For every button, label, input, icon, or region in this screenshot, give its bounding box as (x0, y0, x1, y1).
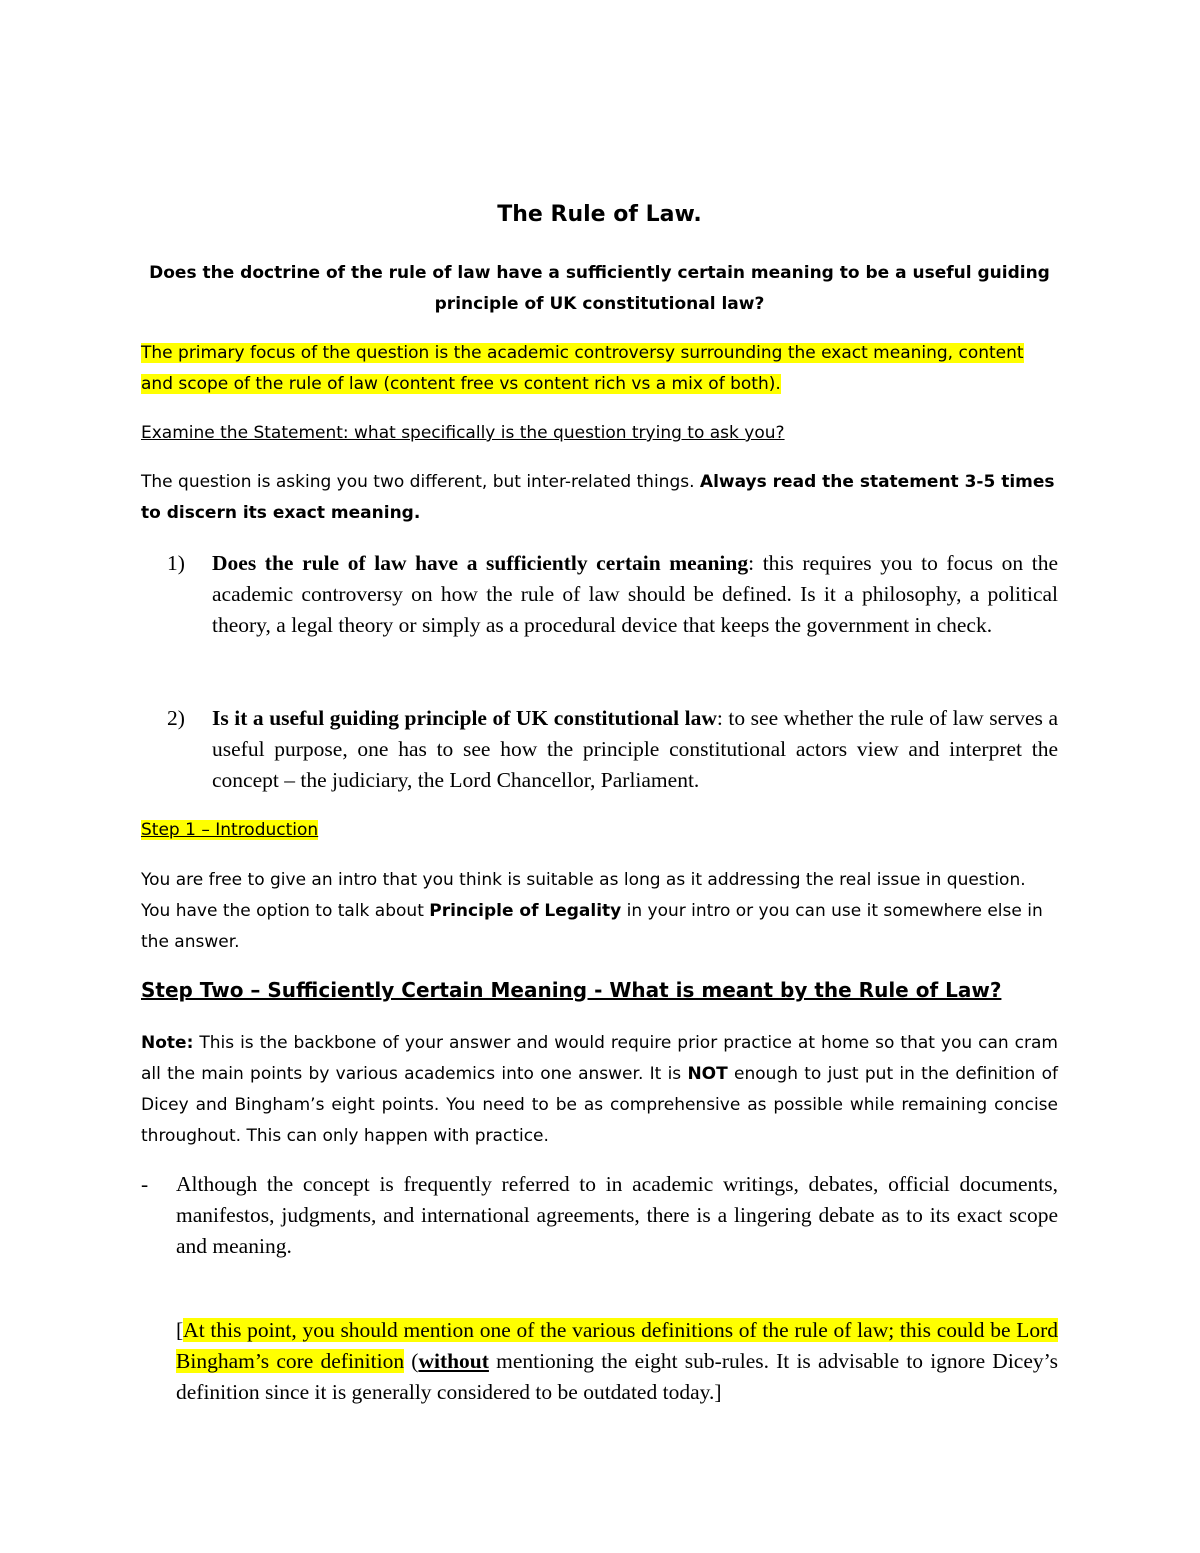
note-label: Note: (141, 1033, 194, 1053)
step-1-heading-text: Step 1 – Introduction (141, 820, 319, 840)
principle-of-legality: Principle of Legality (429, 901, 622, 921)
step-1-text-a: You are free to give an intro that you think is suitable as long as it addressing the real issue in question. You have the option to talk about (141, 870, 1026, 921)
step-1-heading (141, 815, 1058, 845)
essay-question: Does the doctrine of the rule of law have a sufficiently certain meaning to be a useful guiding principle of UK constitutional law? (149, 263, 1050, 314)
examine-statement-heading: Examine the Statement: what specifically is the question trying to ask you? (141, 423, 785, 443)
dash-list-item (141, 1169, 1058, 1262)
primary-focus-highlight: The primary focus of the question is the academic controversy surrounding the exact meaning, content and scope of the rule of law (content free vs content rich vs a mix of both). (141, 343, 1024, 394)
dash-marker: - (141, 1172, 149, 1196)
item-number: 1) (167, 551, 185, 575)
item-text (212, 548, 1058, 641)
note-text-a: This is the backbone of your answer and would require prior practice at home so that you can cram all the main points by various academics into one answer. It is (141, 1033, 1058, 1084)
note-not-bold: NOT (687, 1064, 728, 1084)
bracketed-instruction (176, 1315, 1058, 1408)
primary-focus-paragraph (141, 338, 1058, 400)
item-bold-lead: Is it a useful guiding principle of UK constitutional law (212, 706, 717, 730)
item-rest-text: : this requires you to focus on the academic controversy on how the rule of law should be defined. Is it a philosophy, a political theory, a legal theory or simply as a procedural device that keeps the government in check. (212, 551, 1058, 637)
numbered-item-2 (167, 703, 1058, 796)
bracket-highlight: At this point, you should mention one of the various definitions of the rule of law; this could be Lord Bingham’s core definition (176, 1317, 1058, 1373)
item-bold-lead: Does the rule of law have a sufficiently certain meaning (212, 551, 749, 575)
bracket-rest-text: mentioning the eight sub-rules. It is advisable to ignore Dicey’s definition since it is generally considered to be outdated today.] (176, 1348, 1058, 1404)
note-paragraph (141, 1028, 1058, 1152)
dash-item-text: Although the concept is frequently referred to in academic writings, debates, official documents, manifestos, judgments, and international agreements, there is a lingering debate as to its exact scope and meaning. (176, 1172, 1058, 1258)
item-text (212, 703, 1058, 796)
step-2-heading: Step Two – Sufficiently Certain Meaning - What is meant by the Rule of Law? (141, 978, 1002, 1002)
item-rest-text: : to see whether the rule of law serves a useful purpose, one has to see how the principle constitutional actors view and interpret the concept – the judiciary, the Lord Chancellor, Parliament. (212, 706, 1058, 792)
document-title: The Rule of Law. (497, 202, 702, 227)
asking-bold-text: Always read the statement 3-5 times to discern its exact meaning. (141, 472, 1055, 523)
numbered-item-1 (167, 548, 1058, 641)
asking-plain-text: The question is asking you two different, but inter-related things. (141, 472, 700, 492)
without-emphasis: without (418, 1348, 489, 1373)
step-1-text-b: in your intro or you can use it somewhere else in the answer. (141, 901, 1043, 952)
step-1-paragraph (141, 865, 1058, 958)
item-number: 2) (167, 706, 185, 730)
note-text-b: enough to just put in the definition of Dicey and Bingham’s eight points. You need to be as comprehensive as possible while remaining concise throughout. This can only happen with practice. (141, 1064, 1058, 1146)
paren-open: ( (404, 1348, 419, 1373)
question-asking-paragraph (141, 467, 1058, 529)
bracket-open: [ (176, 1317, 184, 1342)
